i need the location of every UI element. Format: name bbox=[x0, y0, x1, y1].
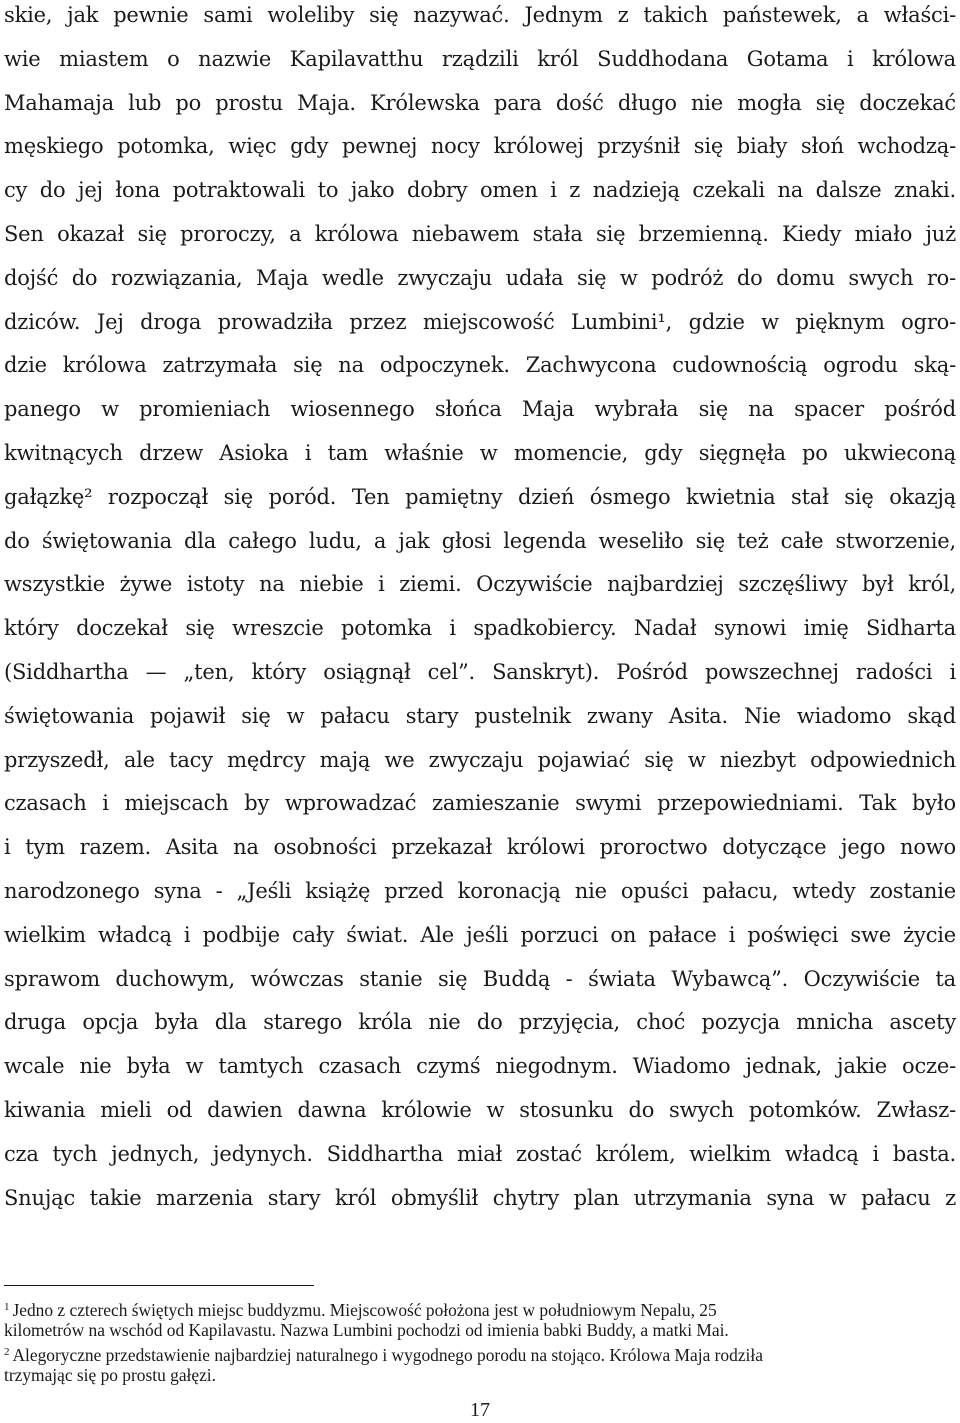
text-line: świętowania pojawił się w pałacu stary pustelnik zwany Asita. Nie wiadomo skąd bbox=[4, 703, 956, 728]
text-line: wcale nie była w tamtych czasach czymś niegodnym. Wiadomo jednak, jakie ocze- bbox=[4, 1054, 956, 1079]
footnotes bbox=[4, 1296, 956, 1386]
body-text bbox=[4, 0, 956, 1226]
footnote-1-line bbox=[4, 1296, 956, 1319]
text-line: kiwania mieli od dawien dawna królowie w stosunku do swych potomków. Zwłasz- bbox=[4, 1097, 956, 1122]
text-line: panego w promieniach wiosennego słońca Maja wybrała się na spacer pośród bbox=[4, 397, 956, 422]
text-line: skie, jak pewnie sami woleliby się nazywać. Jednym z takich państewek, a właści- bbox=[4, 3, 956, 27]
text-line: Mahamaja lub po prostu Maja. Królewska para dość długo nie mogła się doczekać bbox=[4, 90, 956, 115]
text-line: dojść do rozwiązania, Maja wedle zwyczaju udała się w podróż do domu swych ro- bbox=[4, 265, 956, 290]
footnote-text: kilometrów na wschód od Kapilavastu. Nazwa Lumbini pochodzi od imienia babki Buddy, a matki Mai. bbox=[4, 1319, 729, 1340]
text-line: druga opcja była dla starego króla nie do przyjęcia, choć pozycja mnicha ascety bbox=[4, 1010, 956, 1035]
text-line: czasach i miejscach by wprowadzać zamieszanie swymi przepowiedniami. Tak było bbox=[4, 791, 956, 816]
text-line: dzie królowa zatrzymała się na odpoczynek. Zachwycona cudownością ogrodu ską- bbox=[4, 353, 956, 378]
page-number: 17 bbox=[470, 1399, 490, 1421]
text-line: Snując takie marzenia stary król obmyślił chytry plan utrzymania syna w pałacu z bbox=[4, 1185, 956, 1210]
footnote-2-line bbox=[4, 1341, 956, 1364]
text-line: cy do jej łona potraktowali to jako dobry omen i z nadzieją czekali na dalsze znaki. bbox=[4, 178, 956, 203]
footnote-separator bbox=[4, 1285, 314, 1286]
footnote-2-line bbox=[4, 1364, 956, 1387]
text-line: przyszedł, ale tacy mędrcy mają we zwyczaju pojawiać się w niezbyt odpowiednich bbox=[4, 747, 956, 772]
text-line: wielkim władcą i podbije cały świat. Ale jeśli porzuci on pałace i poświęci swe życie bbox=[4, 922, 956, 947]
text-line: narodzonego syna - „Jeśli książę przed koronacją nie opuści pałacu, wtedy zostanie bbox=[4, 878, 956, 903]
text-line: i tym razem. Asita na osobności przekazał królowi proroctwo dotyczące jego nowo bbox=[4, 835, 956, 860]
text-line: do świętowania dla całego ludu, a jak głosi legenda weseliło się też całe stworzenie, bbox=[4, 528, 956, 553]
text-line: sprawom duchowym, wówczas stanie się Buddą - świata Wybawcą”. Oczywiście ta bbox=[4, 966, 956, 991]
text-line: który doczekał się wreszcie potomka i spadkobiercy. Nadał synowi imię Sidharta bbox=[4, 616, 956, 641]
text-line: (Siddhartha — „ten, który osiągnął cel”. Sanskryt). Pośród powszechnej radości i bbox=[4, 659, 956, 684]
footnote-text: trzymając się po prostu gałęzi. bbox=[4, 1364, 216, 1385]
footnote-1-line bbox=[4, 1319, 956, 1342]
footnote-text: Alegoryczne przedstawienie najbardziej naturalnego i wygodnego porodu na stojąco. Królowa Maja rodziła bbox=[12, 1345, 763, 1365]
text-line: cza tych jednych, jedynych. Siddhartha miał zostać królem, wielkim władcą i basta. bbox=[4, 1141, 956, 1166]
text-line: wszystkie żywe istoty na niebie i ziemi. Oczywiście najbardziej szczęśliwy był król, bbox=[4, 572, 956, 597]
text-line: kwitnących drzew Asioka i tam właśnie w momencie, gdy sięgnęła po ukwieconą bbox=[4, 440, 956, 465]
footnote-marker: 1 bbox=[4, 1301, 10, 1313]
text-line: Sen okazał się proroczy, a królowa niebawem stała się brzemienną. Kiedy miało już bbox=[4, 221, 956, 246]
text-line: gałązkę² rozpoczął się poród. Ten pamiętny dzień ósmego kwietnia stał się okazją bbox=[4, 484, 956, 509]
footnote-marker: 2 bbox=[4, 1346, 10, 1358]
text-line: męskiego potomka, więc gdy pewnej nocy królowej przyśnił się biały słoń wchodzą- bbox=[4, 134, 956, 159]
text-line: dziców. Jej droga prowadziła przez miejscowość Lumbini¹, gdzie w pięknym ogro- bbox=[4, 309, 956, 334]
footnote-text: Jedno z czterech świętych miejsc buddyzmu. Miejscowość położona jest w południowym Nepalu, 25 bbox=[12, 1300, 717, 1320]
text-line: wie miastem o nazwie Kapilavatthu rządzili król Suddhodana Gotama i królowa bbox=[4, 46, 956, 71]
